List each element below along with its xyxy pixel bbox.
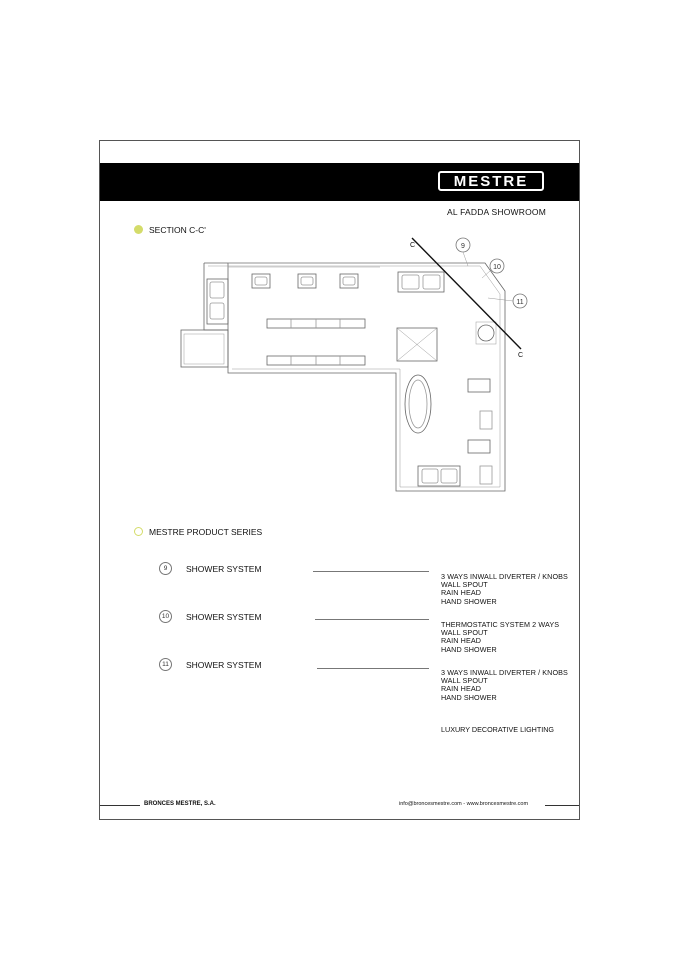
cut-label-start: C — [410, 242, 416, 249]
callout-10: 10 — [493, 264, 501, 271]
callout-9: 9 — [461, 243, 465, 250]
leader-line — [313, 571, 429, 572]
callout-11: 11 — [516, 299, 524, 306]
document-sheet — [99, 140, 580, 820]
section-bullet-icon — [134, 225, 143, 234]
product-description: 3 WAYS INWALL DIVERTER / KNOBS WALL SPOUT RAIN HEAD HAND SHOWER — [441, 668, 568, 702]
leader-line — [317, 668, 429, 669]
product-description: THERMOSTATIC SYSTEM 2 WAYS WALL SPOUT RAIN HEAD HAND SHOWER — [441, 620, 560, 654]
product-description: 3 WAYS INWALL DIVERTER / KNOBS WALL SPOUT RAIN HEAD HAND SHOWER — [441, 572, 568, 606]
footer-contact: info@broncesmestre.com - www.broncesmestre.com — [399, 801, 529, 807]
leader-line — [315, 619, 429, 620]
product-number: 11 — [159, 658, 172, 671]
product-number: 9 — [159, 562, 172, 575]
product-number: 10 — [159, 610, 172, 623]
project-title: AL FADDA SHOWROOM — [447, 207, 546, 217]
footer-rule-left — [100, 805, 140, 806]
products-title: MESTRE PRODUCT SERIES — [149, 527, 263, 537]
product-label: SHOWER SYSTEM — [186, 612, 262, 622]
header-band — [100, 163, 579, 201]
floor-plan — [180, 236, 540, 496]
footer-company: BRONCES MESTRE, S.A. — [144, 801, 216, 807]
mestre-logo — [438, 171, 544, 191]
product-label: SHOWER SYSTEM — [186, 564, 262, 574]
products-bullet-icon — [134, 527, 143, 536]
lighting-note: LUXURY DECORATIVE LIGHTING — [441, 725, 555, 734]
product-label: SHOWER SYSTEM — [186, 660, 262, 670]
section-title: SECTION C-C' — [149, 225, 206, 235]
cut-label-end: C — [518, 352, 524, 359]
logo-text: MESTRE — [453, 172, 529, 190]
footer-rule-right — [545, 805, 579, 806]
